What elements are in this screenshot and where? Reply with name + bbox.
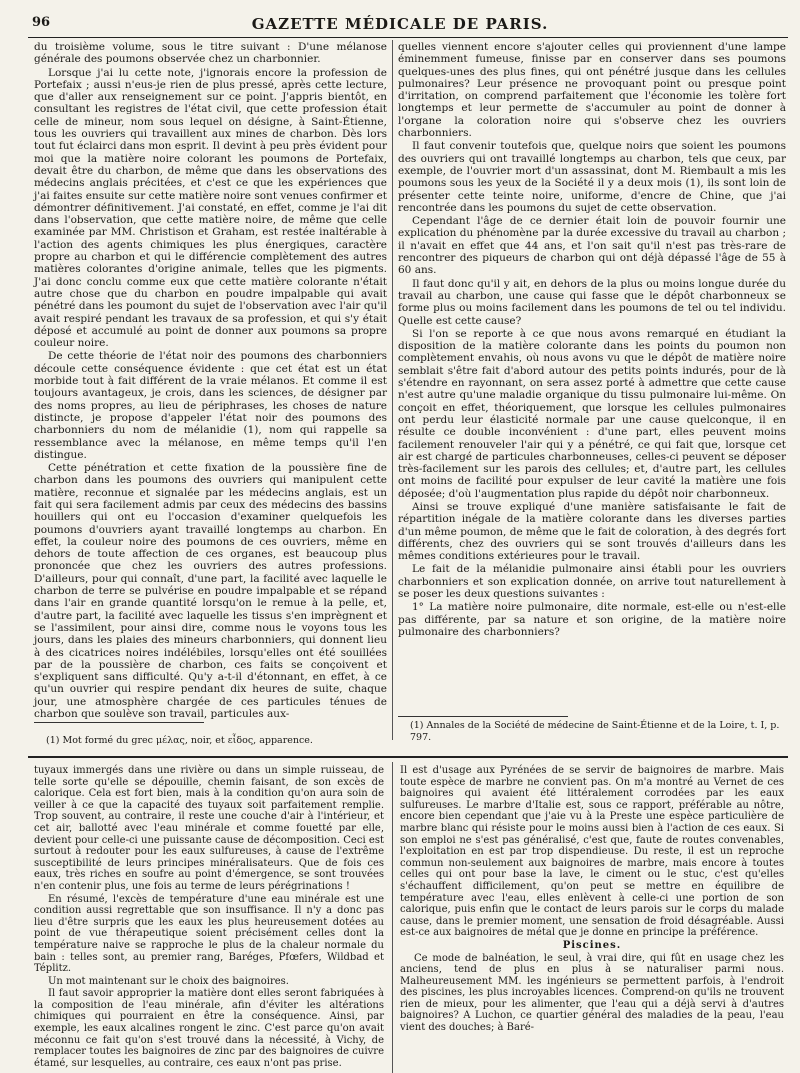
paragraph: Un mot maintenant sur le choix des baignoires. (48, 975, 289, 987)
footnote-right: (1) Annales de la Société de médecine de Saint-Étienne et de la Loire, t. I, p. 797. (410, 720, 780, 743)
paragraph: Il faut convenir toutefois que, quelque noirs que soient les poumons des ouvriers qui ont travaillé longtemps au charbon, tels que ceux, par exemple, de l'ouvrier mort d'un assassinat, dont M. Riembault a mis les poumons sous les yeux de la Société il y a deux mois (1), ils sont loin de présenter cette teinte noire, uniforme, d'encre de Chine, que j'ai rencontrée dans les poumons du sujet de cette observation. (398, 140, 786, 214)
paragraph: Si l'on se reporte à ce que nous avons remarqué en étudiant la disposition de la matière colorante dans les points du poumon non complètement envahis, où nous avons vu que le dépôt de matière noire semblait s'être fait d'abord autour des petits points indurés, pour de là s'étendre en rayonnant, on sera assez porté à admettre que cette cause n'est autre qu'une maladie organique du tissu pulmonaire lui-même. On conçoit en effet, théoriquement, que lorsque les cellules pulmonaires ont perdu leur élasticité normale par une cause quelconque, il en résulte ce double inconvénient : d'une part, elles peuvent moins facilement renouveler l'air qui y a pénétré, ce qui fait que, lorsque cet air est chargé de particules charbonneuses, celles-ci peuvent se déposer très-facilement sur les parois des cellules; et, d'autre part, les cellules ont moins de facilité pour expulser de leur cavité la matière une fois déposée; d'où l'augmentation plus rapide du dépôt noir charbonneux. (398, 327, 786, 500)
footnote-left: (1) Mot formé du grec μέλας, noir, et εἶδος, apparence. (46, 735, 313, 746)
footnote-rule-left (34, 722, 204, 723)
top-right-column (398, 41, 786, 713)
paragraph: 1° La matière noire pulmonaire, dite normale, est-elle ou n'est-elle pas différente, par sa nature et son origine, de la matière noire pulmonaire des charbonniers? (398, 601, 786, 638)
section-heading-piscines: Piscines. (562, 939, 622, 951)
paragraph: Le fait de la mélanidie pulmonaire ainsi établi pour les ouvriers charbonniers et son explication donnée, on arrive tout naturellement à se poser les deux questions suivantes : (398, 563, 786, 601)
paragraph: Il faut donc qu'il y ait, en dehors de la plus ou moins longue durée du travail au charbon, une cause qui fasse que le dépôt charbonneux se forme plus ou moins facilement dans les poumons de tel ou tel individu. Quelle est cette cause? (398, 277, 786, 327)
paragraph: Il faut savoir approprier la matière dont elles seront fabriquées à la composition de l'eau minérale, afin d'éviter les altérations chimiques qui pourraient en être la conséquence. Ainsi, par exemple, les eaux alcalines rongent le zinc. C'est parce qu'on avait méconnu ce fait qu'on s'est trouvé dans la nécessité, à Vichy, de remplacer toutes les baignoires de zinc par des baignoires de cuivre étamé, sur lesquelles, au contraire, ces eaux n'ont pas prise. (34, 988, 384, 1069)
section-separator-rule (28, 756, 788, 758)
journal-title: GAZETTE MÉDICALE DE PARIS. (251, 15, 549, 33)
top-left-column (34, 41, 387, 721)
paragraph: quelles viennent encore s'ajouter celles qui proviennent d'une lampe éminemment fumeuse, finisse par en conserver dans ses poumons quelques-unes des plus fines, qui ont pénétré jusque dans les cellules pulmonaires? Leur présence ne provoquant point ou presque point d'irritation, on comprend parfaitement que l'économie les tolère fort longtemps et leur permette de s'accumuler au point de donner à l'organe la coloration noire qui s'observe chez les ouvriers charbonniers. (398, 41, 786, 140)
paragraph: du troisième volume, sous le titre suivant : D'une mélanose générale des poumons observée chez un charbonnier. (34, 41, 387, 66)
column-divider-top (392, 40, 393, 740)
paragraph: Il est d'usage aux Pyrénées de se servir de baignoires de marbre. Mais toute espèce de marbre ne convient pas. On m'a montré au Vernet de ces baignoires qui avaient été littéralement corrodées par les eaux sulfureuses. Le marbre d'Italie est, sous ce rapport, préférable au nôtre, encore bien cependant que j'aie vu à la Preste une espèce particulière de marbre blanc qui résiste pour le moins aussi bien à l'action de ces eaux. Si son emploi ne s'est pas généralisé, c'est que, faute de routes convenables, l'exploitation en est par trop dispendieuse. Du reste, il est un reproche commun non-seulement aux baignoires de marbre, mais encore à toutes celles qui ont pour base la lave, le ciment ou le stuc, c'est qu'elles s'échauffent difficilement, qu'on peut se mettre en équilibre de température avec l'eau, elles enlèvent à celle-ci une portion de son calorique, puis enfin que le contact de leurs parois sur le corps du malade cause, dans le premier moment, une sensation de froid désagréable. Aussi est-ce aux baignoires de métal que je donne en principe la préférence. (400, 765, 784, 939)
paragraph: En résumé, l'excès de température d'une eau minérale est une condition aussi regrettable que son insuffisance. Il n'y a donc pas lieu d'être surpris que les eaux les plus heureusement dotées au point de vue thérapeutique soient précisément celles dont la température naive se rapproche le plus de la chaleur normale du bain : telles sont, au premier rang, Baréges, Pfœfers, Wildbad et Téplitz. (34, 893, 384, 975)
page-number: 96 (32, 15, 51, 30)
header-rule (28, 37, 788, 38)
column-divider-bottom (392, 762, 393, 1073)
paragraph: Ce mode de balnéation, le seul, à vrai dire, qui fût en usage chez les anciens, tend de plus en plus à se naturaliser parmi nous. Malheureusement MM. les ingénieurs se permettent parfois, à l'endroit des piscines, les plus incroyables licences. Comprend-on qu'ils ne trouvent rien de mieux, pour les alimenter, que l'eau qui a déjà servi à d'autres baignoires? A Luchon, ce quartier général des maladies de la peau, l'eau vient des douches; à Baré- (400, 952, 784, 1034)
paragraph: tuyaux immergés dans une rivière ou dans un simple ruisseau, de telle sorte qu'elle se dépouille, chemin faisant, de son excès de calorique. Cela est fort bien, mais à la condition qu'on aura soin de veiller à ce que la capacité des tuyaux soit parfaitement remplie. Trop souvent, au contraire, il reste une couche d'air à l'intérieur, et cet air, ballotté avec l'eau minérale et comme fouetté par elle, devient pour celle-ci une puissante cause de décomposition. Ceci est surtout à redouter pour les eaux sulfureuses, à cause de l'extrême susceptibilité de leurs principes minéralisateurs. Que de fois ces eaux, très riches en soufre au point d'émergence, se sont trouvées n'en contenir plus, une fois au terme de leurs pérégrinations ! (34, 765, 384, 892)
paragraph: De cette théorie de l'état noir des poumons des charbonniers découle cette conséquence évidente : que cet état est un état morbide tout à fait différent de la vraie mélanos. Et comme il est toujours avantageux, je crois, dans les sciences, de désigner par des noms propres, au lieu de périphrases, les choses de nature distincte, je propose d'appeler l'état noir des poumons des charbonniers du nom de mélanidie (1), nom qui rappelle sa ressemblance avec la mélanose, en même temps qu'il l'en distingue. (34, 350, 387, 461)
paragraph: Cette pénétration et cette fixation de la poussière fine de charbon dans les poumons des ouvriers qui manipulent cette matière, reconnue et signalée par les médecins anglais, est un fait qui sera facilement admis par ceux des médecins des bassins houillers qui ont eu l'occasion d'examiner quelquefois les poumons d'ouvriers ayant travaillé longtemps au charbon. En effet, la couleur noire des poumons de ces ouvriers, même en dehors de toute affection de ces organes, est beaucoup plus prononcée que chez les ouvriers des autres professions. D'ailleurs, pour qui connaît, d'une part, la facilité avec laquelle le charbon de terre se pulvérise en poudre impalpable et se répand dans l'air en grande quantité lorsqu'on le remue à la pelle, et, d'autre part, la facilité avec laquelle les tissus s'en imprègnent et se l'assimilent, pour ainsi dire, comme nous le voyons tous les jours, dans les plaies des mineurs charbonniers, qui donnent lieu à des cicatrices noires indélébiles, lorsqu'elles ont été souillées par de la poussière de charbon, ces faits se conçoivent et s'expliquent sans difficulté. Qu'y a-t-il d'étonnant, en effet, à ce qu'un ouvrier qui respire pendant dix heures de suite, chaque jour, une atmosphère chargée de ces particules ténues de charbon que soulève son travail, particules aux- (34, 462, 387, 721)
footnote-rule-right (398, 716, 568, 717)
paragraph: Ainsi se trouve expliqué d'une manière satisfaisante le fait de répartition inégale de la matière colorante dans les diverses parties d'un même poumon, de même que le fait de coloration, à des degrés fort différents, chez des ouvriers qui se sont trouvés d'ailleurs dans les mêmes conditions extérieures pour le travail. (398, 500, 786, 563)
paragraph: Lorsque j'ai lu cette note, j'ignorais encore la profession de Portefaix ; aussi n'eus-je rien de plus pressé, après cette lecture, que d'aller aux renseignement sur ce point. J'appris bientôt, en consultant les registres de l'état civil, que cette profession était celle de mineur, nom sous lequel on désigne, à Saint-Étienne, tous les ouvriers qui travaillent aux mines de charbon. Dès lors tout fut éclairci dans mon esprit. Il devint à peu près évident pour moi que la matière noire colorant les poumons de Portefaix, devait être du charbon, de même que dans les observations des médecins anglais précitées, et c'est ce que les expériences que j'ai faites ensuite sur cette matière noire sont venues confirmer et démontrer définitivement. J'ai constaté, en effet, comme je l'ai dit dans l'observation, que cette matière noire, de même que celle examinée par MM. Christison et Graham, est restée inaltérable à l'action des agents chimiques les plus énergiques, caractère propre au charbon et qui le différencie complètement des autres matières colorantes d'origine animale, telles que les pigments. J'ai donc conclu comme eux que cette matière colorante n'était autre chose que du charbon en poudre impalpable qui avait pénétré dans les poumont du sujet de l'observation avec l'air qu'il avait respiré pendant les travaux de sa profession, et qui s'y était déposé et accumulé au point de donner aux poumons sa propre couleur noire. (34, 66, 387, 350)
paragraph: Cependant l'âge de ce dernier était loin de pouvoir fournir une explication du phénomène par la durée excessive du travail au charbon ; il n'avait en effet que 44 ans, et l'on sait qu'il n'est pas très-rare de rencontrer des piqueurs de charbon qui ont déjà dépassé l'âge de 55 à 60 ans. (398, 215, 786, 277)
bottom-left-column (34, 765, 384, 1070)
bottom-right-column (400, 765, 784, 1070)
